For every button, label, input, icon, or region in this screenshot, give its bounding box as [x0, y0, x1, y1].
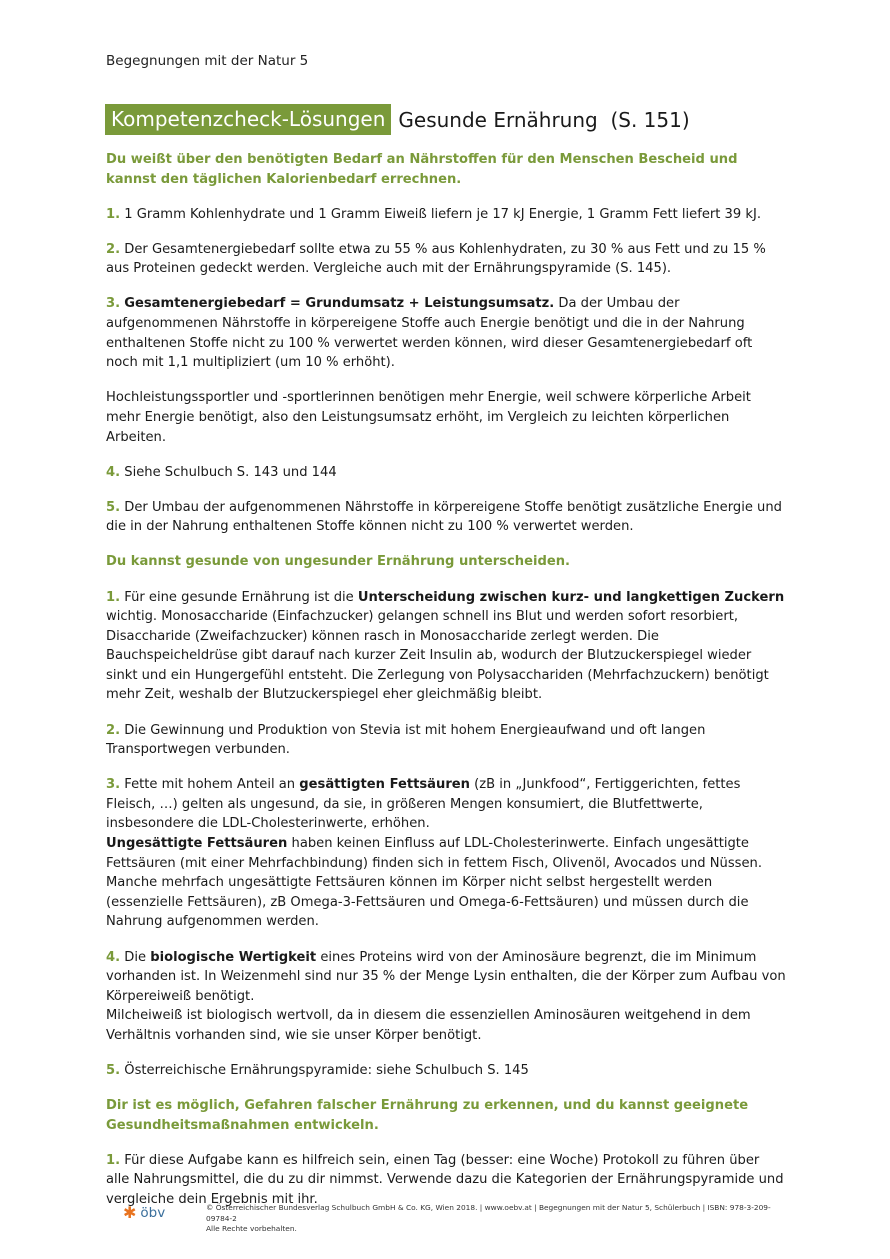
answer-number: 2.: [106, 722, 121, 738]
logo-text: öbv: [140, 1205, 166, 1221]
answer-text: Für eine gesunde Ernährung ist die: [124, 589, 354, 605]
answer-text: wichtig. Monosaccharide (Einfachzucker) gelangen schnell ins Blut und werden sofort resorbiert, Disaccharide (Zweifachzucker) können rasch in Monosaccharide zerlegt werden. Die Bauchspeicheldrüse gibt darauf nach kurzer Zeit Insulin ab, wodurch der Blutzuckerspiegel wieder sinkt und ein Hungergefühl entsteht. Die Zerlegung von Polysacchariden (Mehrfachzuckern) benötigt mehr Zeit, weshalb der Blutzuckerspiegel eher gleichmäßig bleibt.: [106, 609, 769, 703]
formula-text: Gesamtenergiebedarf = Grundumsatz + Leistungsumsatz.: [124, 296, 555, 312]
answer-text: Österreichische Ernährungspyramide: siehe Schulbuch S. 145: [124, 1062, 529, 1078]
answer-text: eines Proteins wird von der Aminosäure begrenzt, die im Minimum vorhanden ist. In Weizenmehl sind nur 35 % der Menge Lysin enthalten, die der Körper zum Aufbau von Körpereiweiß benötigt.: [106, 949, 786, 1004]
answer-number: 3.: [106, 777, 121, 793]
topic-title: [398, 107, 689, 133]
answer-3-1: [106, 1151, 786, 1210]
answer-1-1: [106, 205, 786, 225]
book-title: Begegnungen mit der Natur 5: [106, 53, 309, 69]
solutions-content: [106, 150, 786, 1225]
answer-text: Die Gewinnung und Produktion von Stevia ist mit hohem Energieaufwand und oft langen Transportwegen verbunden.: [106, 722, 706, 758]
answer-text: Für diese Aufgabe kann es hilfreich sein, einen Tag (besser: eine Woche) Protokoll zu führen über alle Nahrungsmittel, die du zu dir nimmst. Verwende dazu die Kategorien der Ernährungspyramide und vergleiche dein Ergebnis mit ihr.: [106, 1152, 784, 1207]
answer-text: Siehe Schulbuch S. 143 und 144: [124, 464, 337, 480]
answer-text: Der Gesamtenergiebedarf sollte etwa zu 55 % aus Kohlenhydraten, zu 30 % aus Fett und zu 15 % aus Proteinen gedeckt werden. Vergleiche auch mit der Ernährungspyramide (S. 145).: [106, 241, 766, 277]
answer-text: Der Umbau der aufgenommenen Nährstoffe in körpereigene Stoffe benötigt zusätzliche Energie und die in der Nahrung enthaltenen Stoffe können nicht zu 100 % verwertet werden.: [106, 499, 782, 535]
answer-text: Fette mit hohem Anteil an: [124, 777, 296, 793]
answer-1-4: [106, 463, 786, 483]
bold-term: biologische Wertigkeit: [150, 949, 317, 965]
answer-text: haben keinen Einfluss auf LDL-Cholesterinwerte. Einfach ungesättigte Fettsäuren (mit einer Mehrfachbindung) finden sich in fettem Fisch, Olivenöl, Avocados und Nüssen. Manche mehrfach ungesättigte Fettsäuren können im Körper nicht selbst hergestellt werden (essenzielle Fettsäuren), zB Omega-3-Fettsäuren und Omega-6-Fettsäuren) und müssen durch die Nahrung aufgenommen werden.: [106, 836, 763, 930]
answer-number: 1.: [106, 589, 121, 605]
answer-number: 1.: [106, 1152, 121, 1168]
bold-term: Ungesättigte Fettsäuren: [106, 836, 288, 852]
answer-number: 3.: [106, 296, 121, 312]
star-icon: ✱: [123, 1203, 137, 1222]
rights-line: Alle Rechte vorbehalten.: [206, 1224, 297, 1233]
answer-2-5: [106, 1061, 786, 1081]
bold-term: gesättigten Fettsäuren: [299, 777, 470, 793]
answer-1-3: [106, 294, 786, 372]
answer-2-1: [106, 588, 786, 706]
copyright-line: © Österreichischer Bundesverlag Schulbuch GmbH & Co. KG, Wien 2018. | www.oebv.at | Begegnungen mit der Natur 5, Schülerbuch | ISBN: 978-3-209-09784-2: [206, 1203, 771, 1223]
answer-number: 1.: [106, 206, 121, 222]
answer-number: 5.: [106, 1062, 121, 1078]
answer-number: 4.: [106, 464, 121, 480]
answer-text: Milcheiweiß ist biologisch wertvoll, da in diesem die essenziellen Aminosäuren weitgehend in dem Verhältnis vorhanden sind, wie sie unser Körper benötigt.: [106, 1008, 751, 1043]
answer-text: (zB in „Junkfood“, Fertiggerichten, fettes Fleisch, …) gelten als ungesund, da sie, in größeren Mengen konsumiert, die Blutfettwerte, insbesondere die LDL-Cholesterinwerte, erhöhen.: [106, 777, 741, 832]
answer-1-3-extra: Hochleistungssportler und -sportlerinnen benötigen mehr Energie, weil schwere körperliche Arbeit mehr Energie benötigt, also den Leistungsumsatz erhöht, im Vergleich zu leichten körperlichen Arbeiten.: [106, 390, 751, 445]
competence-check-badge: Kompetenzcheck-Lösungen: [105, 104, 391, 135]
answer-text: Die: [124, 949, 147, 965]
competence-goal-1: Du weißt über den benötigten Bedarf an Nährstoffen für den Menschen Bescheid und kannst den täglichen Kalorienbedarf errechnen.: [106, 152, 738, 187]
answer-number: 2.: [106, 241, 121, 257]
copyright-text: [206, 1203, 786, 1235]
answer-number: 4.: [106, 949, 121, 965]
page-title: [105, 104, 690, 135]
answer-1-2: [106, 240, 786, 279]
competence-goal-2: Du kannst gesunde von ungesunder Ernährung unterscheiden.: [106, 554, 571, 570]
answer-text: 1 Gramm Kohlenhydrate und 1 Gramm Eiweiß liefern je 17 kJ Energie, 1 Gramm Fett liefert 39 kJ.: [124, 206, 761, 222]
page-reference: (S. 151): [610, 107, 690, 132]
answer-2-4: [106, 948, 786, 1046]
answer-number: 5.: [106, 499, 121, 515]
bold-term: Unterscheidung zwischen kurz- und langkettigen Zuckern: [357, 589, 785, 605]
answer-2-3: [106, 775, 786, 932]
competence-goal-3: Dir ist es möglich, Gefahren falscher Ernährung zu erkennen, und du kannst geeignete Gesundheitsmaßnahmen entwickeln.: [106, 1098, 749, 1133]
topic-name: Gesunde Ernährung: [398, 107, 598, 132]
answer-1-5: [106, 498, 786, 537]
answer-text: Da der Umbau der aufgenommenen Nährstoffe in körpereigene Stoffe auch Energie benötigt und die in der Nahrung enthaltenen Stoffe nicht zu 100 % verwertet werden können, wird dieser Gesamtenergiebedarf oft noch mit 1,1 multipliziert (um 10 % erhöht).: [106, 296, 753, 371]
publisher-logo: [123, 1205, 165, 1221]
answer-2-2: [106, 721, 786, 760]
